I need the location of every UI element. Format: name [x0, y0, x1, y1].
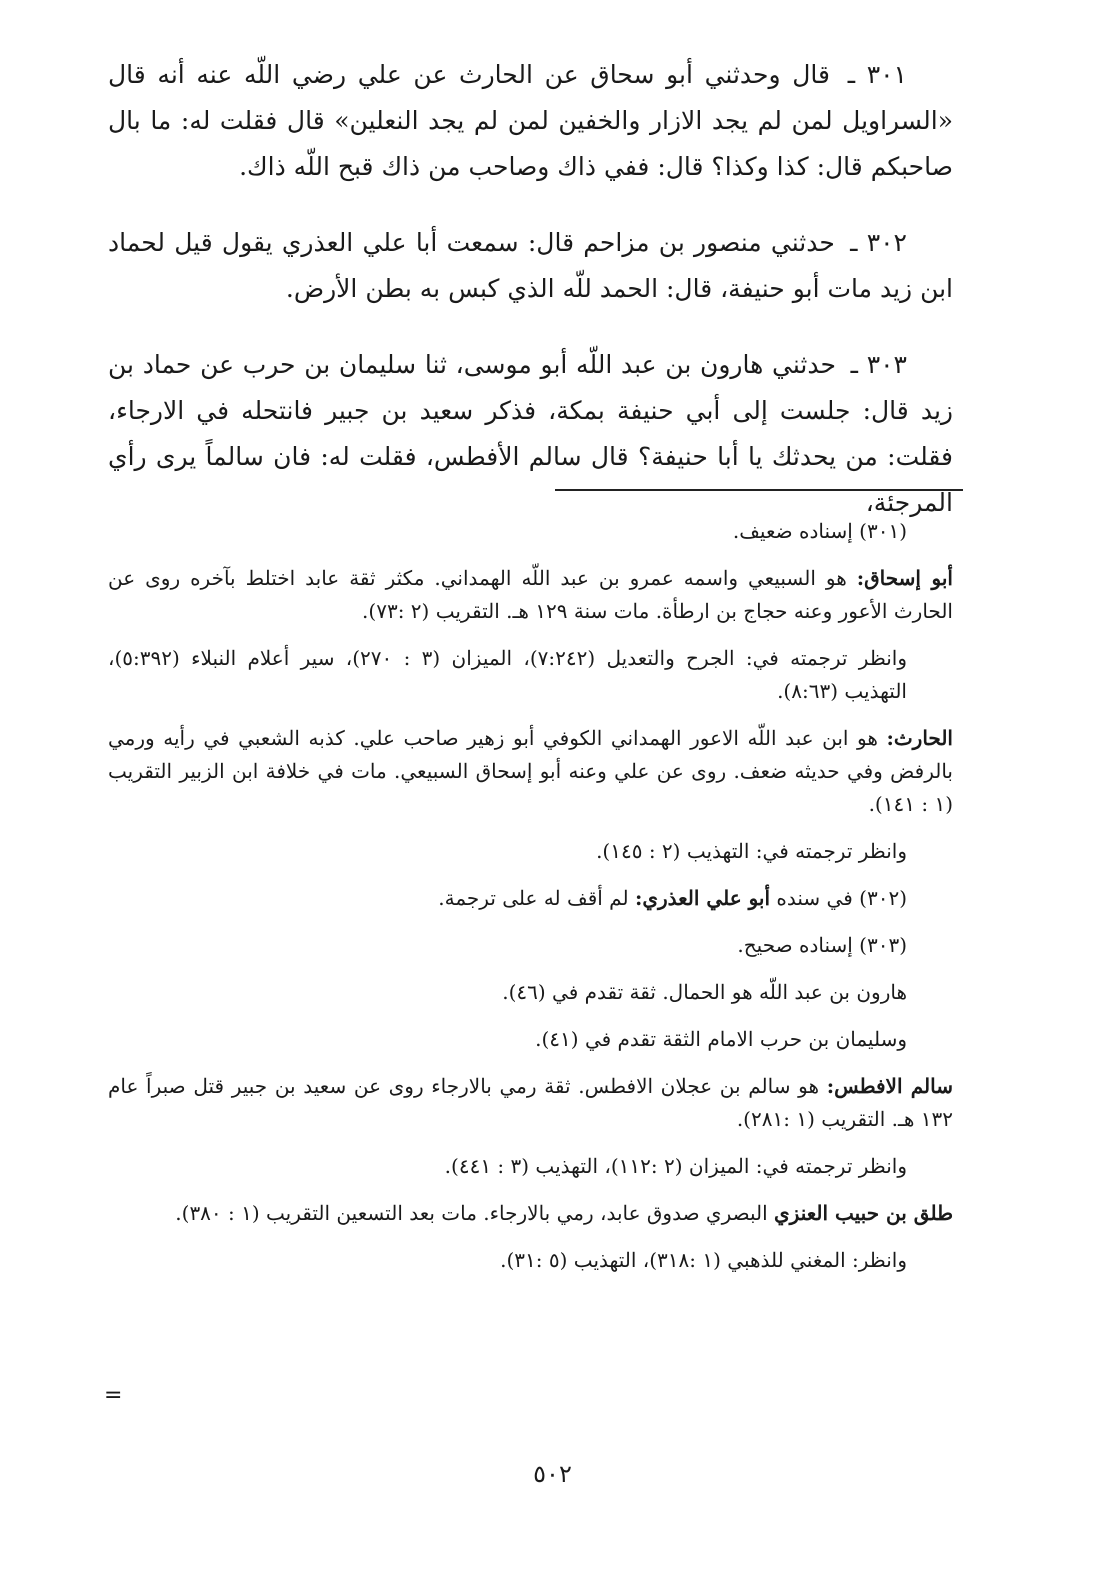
- entry-number: ٣٠١ ـ: [847, 60, 907, 89]
- footnote-harith: [108, 722, 953, 821]
- main-text: [108, 52, 953, 556]
- footnote-prefix: (٣٠٢) في سنده: [776, 886, 907, 910]
- footnote-divider: [555, 489, 963, 491]
- narrator-name: الحارث:: [886, 726, 953, 750]
- footnotes: [108, 515, 953, 1291]
- entry-number: ٣٠٢ ـ: [850, 228, 907, 257]
- entry-text: حدثني هارون بن عبد اللّه أبو موسى، ثنا سليمان بن حرب عن حماد بن زيد قال: جلست إلى أبي حنيفة بمكة، فذكر سعيد بن جبير فانتحله في الارجاء، فقلت: من يحدثك يا أبا حنيفة؟ قال سالم الأفطس، فقلت له: فان سالماً يرى رأي المرجئة،: [108, 350, 953, 517]
- footnote-salim: [108, 1070, 953, 1136]
- footnote-harith-refs: وانظر ترجمته في: التهذيب (٢ : ١٤٥).: [596, 839, 907, 863]
- entry-text: حدثني منصور بن مزاحم قال: سمعت أبا علي العذري يقول قيل لحماد ابن زيد مات أبو حنيفة، قال: الحمد للّه الذي كبس به بطن الأرض.: [108, 228, 953, 303]
- page-number: ٥٠٢: [533, 1460, 572, 1488]
- entry-302: [108, 220, 953, 312]
- entry-text: قال وحدثني أبو سحاق عن الحارث عن علي رضي اللّه عنه أنه قال «السراويل لمن لم يجد الازار والخفين لمن لم يجد النعلين» قال فقلت له: ما بال صاحبكم قال: كذا وكذا؟ قال: ففي ذاك وصاحب من ذاك قبح اللّه ذاك.: [108, 60, 953, 181]
- continuation-mark: =: [104, 1383, 123, 1408]
- entry-301: [108, 52, 953, 190]
- narrator-bio: لم أقف له على ترجمة.: [438, 886, 629, 910]
- narrator-name: أبو إسحاق:: [856, 566, 953, 590]
- footnote-sulayman: وسليمان بن حرب الامام الثقة تقدم في (٤١).: [535, 1027, 907, 1051]
- footnote-salim-refs: وانظر ترجمته في: الميزان (٢ :١١٢)، التهذيب (٣ : ٤٤١).: [444, 1154, 907, 1178]
- narrator-name: سالم الافطس:: [826, 1074, 954, 1098]
- narrator-bio: هو ابن عبد اللّه الاعور الهمداني الكوفي أبو زهير صاحب علي. كذبه الشعبي في رأيه ورمي بالرفض وفي حديثه ضعف. روى عن علي وعنه أبو إسحاق السبيعي. مات في خلافة ابن الزبير التقريب (١ : ١٤١).: [108, 726, 953, 816]
- footnote-abu-ishaq: [108, 562, 953, 628]
- footnote-301-heading: (٣٠١) إسناده ضعيف.: [732, 519, 907, 543]
- narrator-bio: هو سالم بن عجلان الافطس. ثقة رمي بالارجاء روى عن سعيد بن جبير قتل صبراً عام ١٣٢ هـ. التقريب (١ :٢٨١).: [108, 1074, 953, 1131]
- narrator-name: طلق بن حبيب العنزي: [774, 1201, 953, 1225]
- entry-303: [108, 342, 953, 526]
- narrator-bio: البصري صدوق عابد، رمي بالارجاء. مات بعد التسعين التقريب (١ : ٣٨٠).: [175, 1201, 768, 1225]
- entry-number: ٣٠٣ ـ: [850, 350, 907, 379]
- footnote-abu-ishaq-refs: وانظر ترجمته في: الجرح والتعديل (٧:٢٤٢)، الميزان (٣ : ٢٧٠)، سير أعلام النبلاء (٥:٣٩٢)، التهذيب (٨:٦٣).: [108, 646, 908, 703]
- footnote-302: [108, 882, 953, 915]
- footnote-303-heading: (٣٠٣) إسناده صحيح.: [737, 933, 907, 957]
- footnote-harun: هارون بن عبد اللّه هو الحمال. ثقة تقدم في (٤٦).: [502, 980, 907, 1004]
- footnote-talq: [108, 1197, 953, 1230]
- footnote-talq-refs: وانظر: المغني للذهبي (١ :٣١٨)، التهذيب (٥ :٣١).: [500, 1248, 907, 1272]
- narrator-name: أبو علي العذري:: [634, 886, 771, 910]
- narrator-bio: هو السبيعي واسمه عمرو بن عبد اللّه الهمداني. مكثر ثقة عابد اختلط بآخره روى عن الحارث الأعور وعنه حجاج بن ارطأة. مات سنة ١٢٩ هـ. التقريب (٢ :٧٣).: [108, 566, 953, 623]
